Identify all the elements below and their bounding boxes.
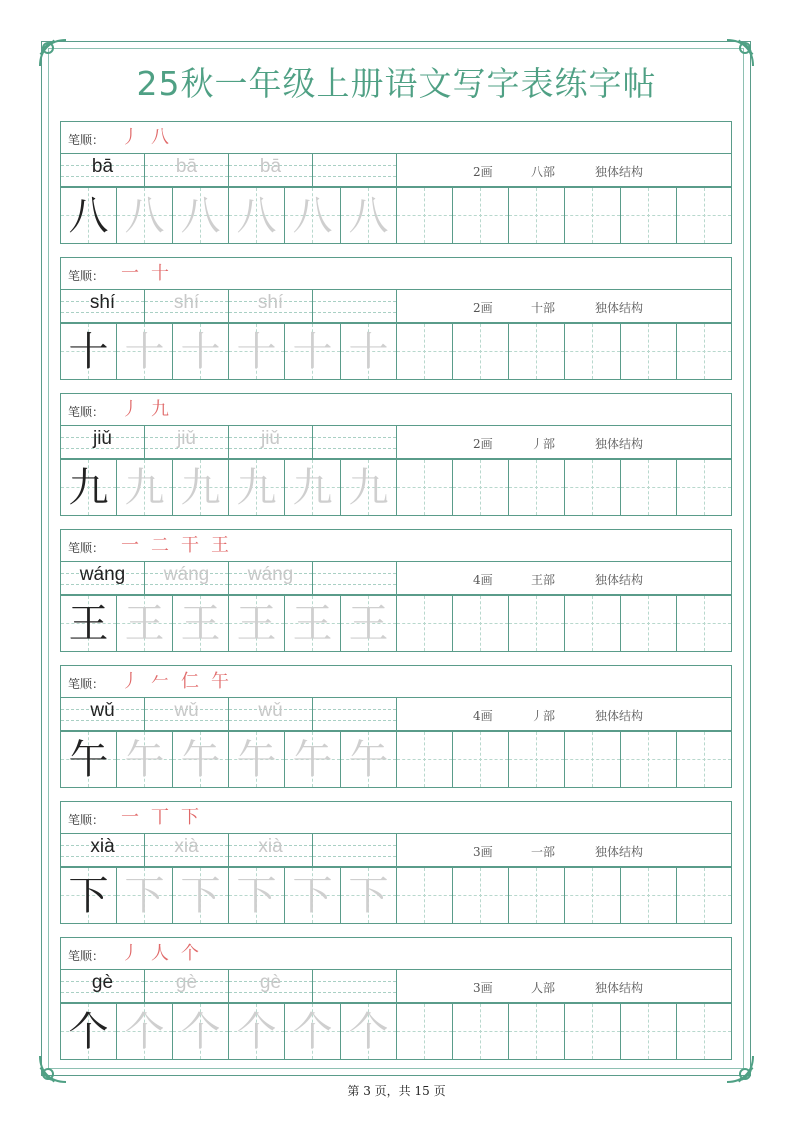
stroke-step — [179, 805, 201, 831]
practice-box[interactable] — [172, 595, 228, 652]
radical: 十部 — [531, 301, 556, 315]
practice-char: 九 — [348, 465, 389, 511]
pinyin-text: wǔ — [258, 700, 283, 721]
pinyin-text: wáng — [247, 564, 294, 585]
practice-char: 午 — [124, 737, 165, 783]
pinyin-cell[interactable] — [60, 562, 144, 595]
char-section — [60, 257, 732, 380]
practice-box[interactable] — [60, 731, 116, 788]
stroke-step-glyph: 丿 — [121, 127, 139, 148]
practice-char: 下 — [292, 873, 333, 919]
practice-box[interactable] — [452, 459, 508, 516]
practice-box[interactable] — [452, 187, 508, 244]
practice-box[interactable] — [284, 867, 340, 924]
stroke-order-row — [60, 121, 732, 154]
practice-box[interactable] — [452, 867, 508, 924]
stroke-order-label: 笔顺： — [68, 813, 105, 827]
practice-box[interactable] — [228, 187, 284, 244]
practice-box[interactable] — [60, 867, 116, 924]
pinyin-cell[interactable] — [228, 562, 312, 595]
practice-box[interactable] — [564, 459, 620, 516]
practice-box[interactable] — [508, 867, 564, 924]
practice-box[interactable] — [676, 1003, 732, 1060]
practice-box[interactable] — [396, 1003, 452, 1060]
stroke-count: 3画 — [473, 845, 493, 859]
practice-grid — [60, 595, 732, 652]
stroke-count: 4画 — [473, 573, 493, 587]
stroke-step — [209, 669, 231, 695]
char-section — [60, 937, 732, 1060]
char-section — [60, 665, 732, 788]
radical: 人部 — [531, 981, 556, 995]
pinyin-cell[interactable] — [60, 834, 144, 867]
practice-box[interactable] — [284, 323, 340, 380]
stroke-order-row — [60, 665, 732, 698]
stroke-count: 2画 — [473, 301, 493, 315]
stroke-step-glyph: 干 — [181, 535, 199, 556]
practice-box[interactable] — [396, 731, 452, 788]
radical: 王部 — [531, 573, 556, 587]
practice-box[interactable] — [60, 1003, 116, 1060]
practice-box[interactable] — [564, 1003, 620, 1060]
pinyin-cell[interactable] — [228, 834, 312, 867]
practice-box[interactable] — [508, 459, 564, 516]
practice-box[interactable] — [396, 595, 452, 652]
pinyin-cell[interactable] — [312, 562, 396, 595]
practice-box[interactable] — [340, 595, 396, 652]
stroke-order-row — [60, 937, 732, 970]
practice-box[interactable] — [340, 1003, 396, 1060]
pinyin-row — [60, 290, 732, 323]
pinyin-cell[interactable] — [228, 426, 312, 459]
char-info — [396, 290, 732, 323]
practice-box[interactable] — [116, 867, 172, 924]
practice-box[interactable] — [396, 323, 452, 380]
stroke-step-glyph: 王 — [211, 535, 229, 556]
practice-char: 午 — [348, 737, 389, 783]
structure: 独体结构 — [595, 573, 644, 587]
pinyin-text: xià — [258, 836, 283, 857]
pinyin-cell[interactable] — [144, 154, 228, 187]
practice-box[interactable] — [676, 187, 732, 244]
practice-char: 个 — [236, 1009, 277, 1055]
practice-char: 九 — [68, 465, 109, 511]
practice-box[interactable] — [228, 323, 284, 380]
stroke-step-glyph: 仁 — [181, 671, 199, 692]
structure: 独体结构 — [595, 437, 644, 451]
pinyin-text: shí — [89, 292, 116, 313]
char-info — [396, 970, 732, 1003]
pinyin-cell[interactable] — [228, 154, 312, 187]
practice-box[interactable] — [116, 595, 172, 652]
practice-box[interactable] — [172, 323, 228, 380]
stroke-step-glyph: 丅 — [151, 807, 169, 828]
practice-box[interactable] — [620, 595, 676, 652]
practice-char: 十 — [348, 329, 389, 375]
structure: 独体结构 — [595, 845, 644, 859]
practice-box[interactable] — [452, 323, 508, 380]
practice-char: 九 — [292, 465, 333, 511]
practice-box[interactable] — [452, 731, 508, 788]
structure: 独体结构 — [595, 709, 644, 723]
stroke-step — [119, 533, 141, 559]
practice-box[interactable] — [620, 731, 676, 788]
practice-box[interactable] — [564, 731, 620, 788]
practice-char: 八 — [348, 193, 389, 239]
stroke-step-glyph: 下 — [181, 807, 199, 828]
stroke-steps — [119, 669, 231, 695]
pinyin-cell[interactable] — [228, 290, 312, 323]
stroke-step — [119, 805, 141, 831]
practice-box[interactable] — [116, 731, 172, 788]
practice-char: 十 — [180, 329, 221, 375]
practice-grid — [60, 323, 732, 380]
stroke-order-row — [60, 529, 732, 562]
char-section — [60, 801, 732, 924]
pinyin-cell[interactable] — [144, 698, 228, 731]
practice-box[interactable] — [620, 1003, 676, 1060]
pinyin-cell[interactable] — [60, 426, 144, 459]
stroke-step — [149, 805, 171, 831]
pinyin-cell[interactable] — [312, 834, 396, 867]
pinyin-cell[interactable] — [144, 970, 228, 1003]
stroke-steps — [119, 805, 201, 831]
stroke-step — [119, 669, 141, 695]
stroke-step-glyph: 丿 — [121, 671, 139, 692]
radical: 丿部 — [531, 437, 556, 451]
practice-box[interactable] — [116, 1003, 172, 1060]
stroke-order-label: 笔顺： — [68, 949, 105, 963]
pinyin-text: bā — [91, 156, 114, 177]
practice-char: 十 — [68, 329, 109, 375]
practice-box[interactable] — [172, 459, 228, 516]
practice-box[interactable] — [172, 731, 228, 788]
pinyin-cell[interactable] — [60, 970, 144, 1003]
practice-char: 王 — [292, 601, 333, 647]
pinyin-row — [60, 698, 732, 731]
pinyin-cell[interactable] — [312, 290, 396, 323]
stroke-steps — [119, 533, 231, 559]
practice-char: 十 — [124, 329, 165, 375]
stroke-steps — [119, 125, 171, 151]
page-footer: 第 3 页，共 15 页 — [347, 1084, 446, 1098]
practice-char: 八 — [292, 193, 333, 239]
pinyin-text: shí — [257, 292, 284, 313]
practice-box[interactable] — [60, 323, 116, 380]
pinyin-cell[interactable] — [144, 834, 228, 867]
practice-char: 八 — [124, 193, 165, 239]
pinyin-cell[interactable] — [312, 426, 396, 459]
stroke-step-glyph: 九 — [151, 399, 169, 420]
practice-grid — [60, 1003, 732, 1060]
pinyin-text: wǔ — [174, 700, 199, 721]
stroke-order-label: 笔顺： — [68, 677, 105, 691]
stroke-count: 3画 — [473, 981, 493, 995]
practice-grid — [60, 459, 732, 516]
practice-box[interactable] — [620, 867, 676, 924]
practice-char: 个 — [348, 1009, 389, 1055]
practice-char: 下 — [180, 873, 221, 919]
practice-box[interactable] — [564, 323, 620, 380]
stroke-step-glyph: 八 — [151, 127, 169, 148]
stroke-step — [119, 125, 141, 151]
pinyin-cell[interactable] — [228, 970, 312, 1003]
practice-grid — [60, 187, 732, 244]
practice-box[interactable] — [676, 867, 732, 924]
pinyin-text: wáng — [163, 564, 210, 585]
char-info — [396, 154, 732, 187]
stroke-order-label: 笔顺： — [68, 541, 105, 555]
practice-box[interactable] — [508, 323, 564, 380]
stroke-order-row — [60, 393, 732, 426]
char-section — [60, 529, 732, 652]
radical: 八部 — [531, 165, 556, 179]
practice-box[interactable] — [60, 459, 116, 516]
stroke-step — [149, 397, 171, 423]
stroke-order-row — [60, 801, 732, 834]
practice-char: 八 — [68, 193, 109, 239]
practice-box[interactable] — [508, 731, 564, 788]
practice-box[interactable] — [172, 187, 228, 244]
practice-char: 王 — [348, 601, 389, 647]
stroke-step — [179, 669, 201, 695]
pinyin-row — [60, 970, 732, 1003]
practice-box[interactable] — [172, 867, 228, 924]
practice-char: 个 — [292, 1009, 333, 1055]
practice-box[interactable] — [116, 323, 172, 380]
stroke-step — [149, 533, 171, 559]
practice-char: 午 — [292, 737, 333, 783]
stroke-step — [149, 125, 171, 151]
practice-char: 下 — [236, 873, 277, 919]
practice-char: 九 — [236, 465, 277, 511]
pinyin-text: jiǔ — [92, 428, 112, 449]
stroke-step-glyph: 二 — [151, 535, 169, 556]
practice-box[interactable] — [284, 731, 340, 788]
char-info — [396, 426, 732, 459]
stroke-step — [119, 397, 141, 423]
stroke-count: 2画 — [473, 165, 493, 179]
practice-box[interactable] — [508, 595, 564, 652]
pinyin-row — [60, 834, 732, 867]
stroke-step — [119, 941, 141, 967]
practice-box[interactable] — [564, 867, 620, 924]
practice-box[interactable] — [228, 731, 284, 788]
stroke-step-glyph: 丿 — [121, 943, 139, 964]
radical: 一部 — [531, 845, 556, 859]
stroke-count: 2画 — [473, 437, 493, 451]
practice-box[interactable] — [116, 459, 172, 516]
stroke-steps — [119, 261, 171, 287]
pinyin-cell[interactable] — [144, 562, 228, 595]
practice-char: 午 — [68, 737, 109, 783]
pinyin-text: xià — [174, 836, 199, 857]
practice-char: 下 — [68, 873, 109, 919]
stroke-steps — [119, 941, 201, 967]
practice-grid — [60, 867, 732, 924]
practice-char: 八 — [180, 193, 221, 239]
practice-box[interactable] — [676, 459, 732, 516]
practice-char: 午 — [180, 737, 221, 783]
pinyin-cell[interactable] — [144, 290, 228, 323]
stroke-step-glyph: 一 — [121, 535, 139, 556]
pinyin-text: jiǔ — [260, 428, 280, 449]
pinyin-text: gè — [259, 972, 282, 993]
practice-box[interactable] — [284, 1003, 340, 1060]
practice-box[interactable] — [284, 595, 340, 652]
structure: 独体结构 — [595, 981, 644, 995]
practice-box[interactable] — [564, 595, 620, 652]
stroke-step — [149, 941, 171, 967]
stroke-step-glyph: 午 — [211, 671, 229, 692]
practice-box[interactable] — [396, 459, 452, 516]
pinyin-cell[interactable] — [312, 154, 396, 187]
stroke-order-label: 笔顺： — [68, 133, 105, 147]
practice-box[interactable] — [340, 459, 396, 516]
pinyin-text: xià — [90, 836, 115, 857]
practice-char: 个 — [180, 1009, 221, 1055]
stroke-order-label: 笔顺： — [68, 269, 105, 283]
stroke-step — [149, 261, 171, 287]
stroke-order-label: 笔顺： — [68, 405, 105, 419]
stroke-step-glyph: 十 — [151, 263, 169, 284]
pinyin-text: shí — [173, 292, 200, 313]
pinyin-text: wǔ — [90, 700, 115, 721]
stroke-step-glyph: 一 — [121, 263, 139, 284]
practice-box[interactable] — [340, 187, 396, 244]
practice-box[interactable] — [508, 187, 564, 244]
char-section — [60, 393, 732, 516]
pinyin-cell[interactable] — [312, 698, 396, 731]
practice-grid — [60, 731, 732, 788]
practice-box[interactable] — [340, 731, 396, 788]
practice-box[interactable] — [60, 595, 116, 652]
practice-char: 王 — [180, 601, 221, 647]
practice-box[interactable] — [508, 1003, 564, 1060]
pinyin-cell[interactable] — [60, 698, 144, 731]
char-info — [396, 698, 732, 731]
practice-char: 十 — [236, 329, 277, 375]
practice-box[interactable] — [396, 867, 452, 924]
practice-char: 下 — [124, 873, 165, 919]
practice-box[interactable] — [396, 187, 452, 244]
pinyin-cell[interactable] — [144, 426, 228, 459]
stroke-step-glyph: 个 — [181, 943, 199, 964]
structure: 独体结构 — [595, 301, 644, 315]
char-section — [60, 121, 732, 244]
practice-char: 个 — [124, 1009, 165, 1055]
practice-char: 九 — [180, 465, 221, 511]
stroke-step — [119, 261, 141, 287]
pinyin-row — [60, 562, 732, 595]
stroke-steps — [119, 397, 171, 423]
radical: 丿部 — [531, 709, 556, 723]
practice-char: 下 — [348, 873, 389, 919]
practice-box[interactable] — [284, 459, 340, 516]
pinyin-cell[interactable] — [312, 970, 396, 1003]
practice-char: 王 — [236, 601, 277, 647]
practice-box[interactable] — [676, 595, 732, 652]
pinyin-text: bā — [175, 156, 198, 177]
practice-box[interactable] — [620, 323, 676, 380]
stroke-step — [179, 533, 201, 559]
pinyin-cell[interactable] — [60, 290, 144, 323]
practice-box[interactable] — [284, 187, 340, 244]
practice-box[interactable] — [620, 187, 676, 244]
practice-char: 九 — [124, 465, 165, 511]
structure: 独体结构 — [595, 165, 644, 179]
stroke-step — [179, 941, 201, 967]
practice-box[interactable] — [564, 187, 620, 244]
stroke-step-glyph: 一 — [121, 807, 139, 828]
practice-box[interactable] — [452, 1003, 508, 1060]
practice-box[interactable] — [340, 323, 396, 380]
practice-char: 个 — [68, 1009, 109, 1055]
pinyin-cell[interactable] — [60, 154, 144, 187]
pinyin-row — [60, 154, 732, 187]
stroke-step — [209, 533, 231, 559]
practice-box[interactable] — [228, 459, 284, 516]
page-title: 25秋一年级上册语文写字表练字帖 — [136, 64, 657, 103]
practice-box[interactable] — [60, 187, 116, 244]
practice-box[interactable] — [340, 867, 396, 924]
stroke-step — [149, 669, 171, 695]
stroke-count: 4画 — [473, 709, 493, 723]
practice-char: 八 — [236, 193, 277, 239]
stroke-step-glyph: 人 — [151, 943, 169, 964]
char-info — [396, 562, 732, 595]
stroke-step-glyph: 𠂉 — [151, 671, 169, 692]
practice-box[interactable] — [228, 595, 284, 652]
practice-char: 十 — [292, 329, 333, 375]
practice-box[interactable] — [676, 323, 732, 380]
practice-box[interactable] — [116, 187, 172, 244]
stroke-step-glyph: 丿 — [121, 399, 139, 420]
practice-box[interactable] — [228, 867, 284, 924]
pinyin-text: gè — [175, 972, 198, 993]
practice-box[interactable] — [620, 459, 676, 516]
pinyin-text: wáng — [79, 564, 126, 585]
practice-box[interactable] — [172, 1003, 228, 1060]
practice-char: 王 — [68, 601, 109, 647]
pinyin-text: jiǔ — [176, 428, 196, 449]
pinyin-row — [60, 426, 732, 459]
char-info — [396, 834, 732, 867]
pinyin-cell[interactable] — [228, 698, 312, 731]
practice-box[interactable] — [676, 731, 732, 788]
pinyin-text: gè — [91, 972, 114, 993]
practice-box[interactable] — [452, 595, 508, 652]
practice-box[interactable] — [228, 1003, 284, 1060]
pinyin-text: bā — [259, 156, 282, 177]
practice-char: 王 — [124, 601, 165, 647]
stroke-order-row — [60, 257, 732, 290]
practice-char: 午 — [236, 737, 277, 783]
